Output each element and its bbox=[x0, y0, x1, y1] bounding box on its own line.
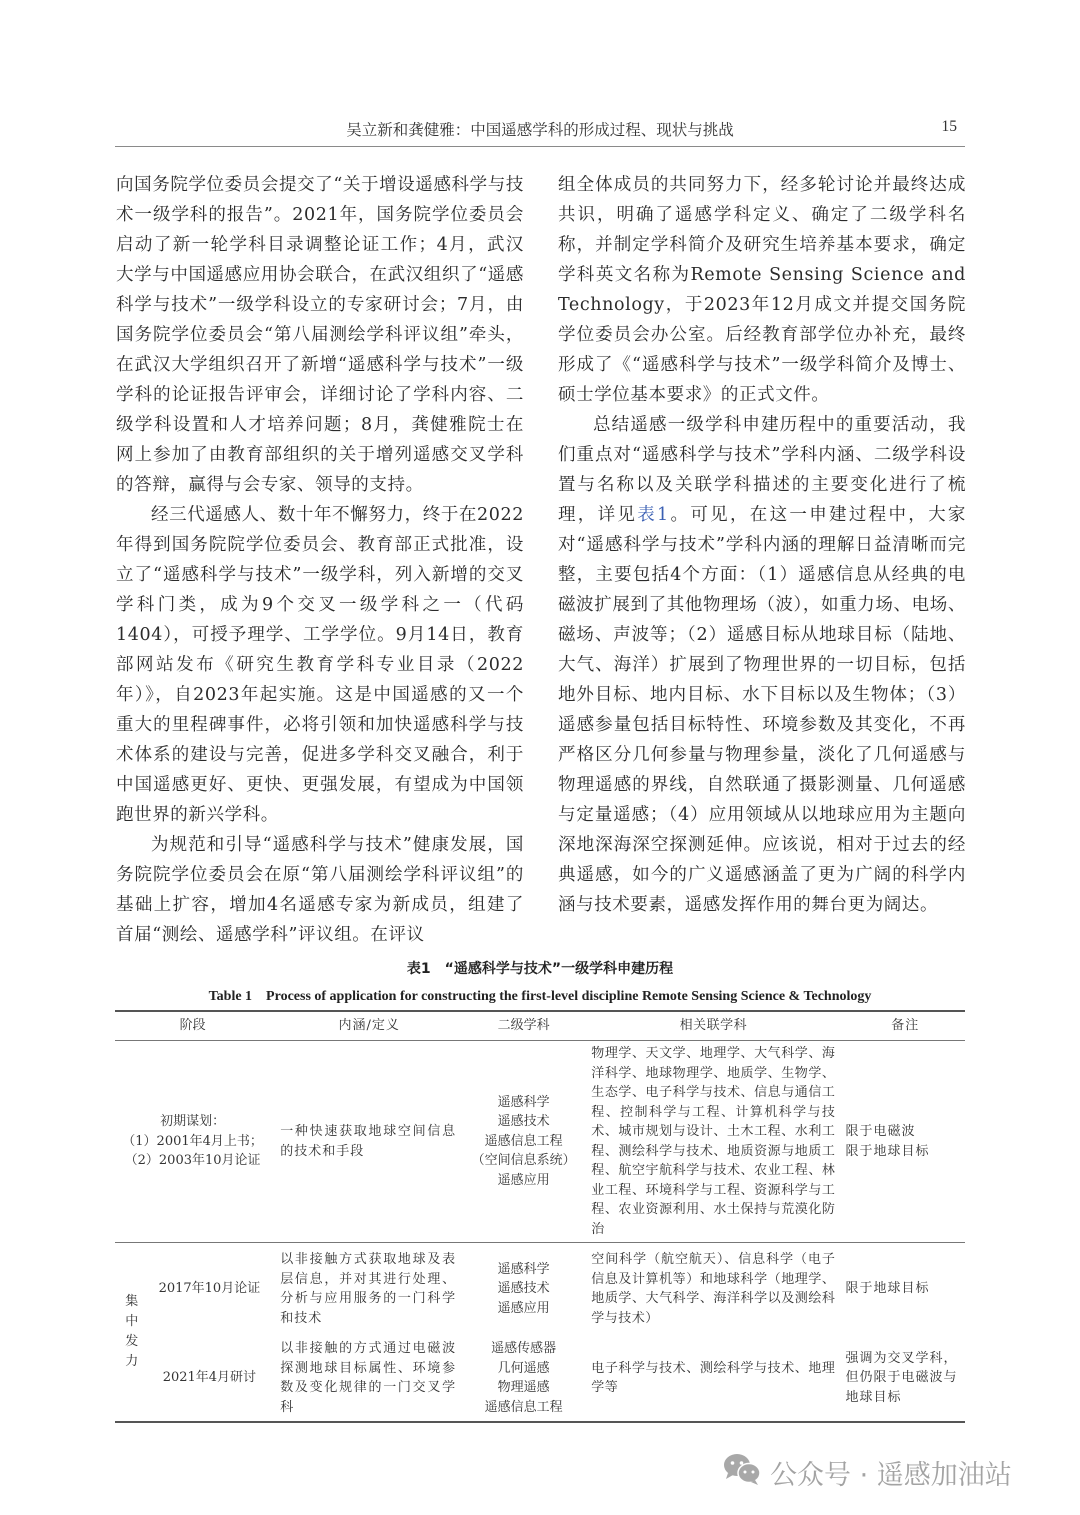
header-note: 备注 bbox=[837, 1011, 965, 1041]
definition-cell: 一种快速获取地球空间信息的技术和手段 bbox=[270, 1041, 458, 1243]
left-column bbox=[116, 170, 524, 950]
related-cell: 物理学、天文学、地理学、大气科学、海洋科学、地球物理学、地质学、生物学、生态学、电子科学与技术、信息与通信工程、控制科学与工程、计算机科学与技术、城市规划与设计、土木工程、水利工程、测绘科学与技术、地质资源与地质工程、航空宇航科学与技术、农业工程、林业工程、环境科学与工程、资源科学与工程、农业资源利用、水土保持与荒漠化防治 bbox=[589, 1041, 837, 1243]
paragraph: 组全体成员的共同努力下，经多轮讨论并最终达成共识，明确了遥感学科定义、确定了二级学科名称，并制定学科简介及研究生培养基本要求，确定学科英文名称为Remote Sensing Science and Technology，于2023年12月成文并提交国务院学位委员会办公室。后经教育部学位办补充，最终形成了《“遥感科学与技术”一级学科简介及博士、硕士学位基本要求》的正式文件。 bbox=[558, 175, 966, 405]
page-number: 15 bbox=[941, 118, 957, 135]
paragraph: 向国务院学位委员会提交了“关于增设遥感科学与技术一级学科的报告”。2021年，国务院学位委员会启动了新一轮学科目录调整论证工作；4月，武汉大学与中国遥感应用协会联合，在武汉组织了“遥感科学与技术”一级学科设立的专家研讨会；7月，由国务院学位委员会“第八届测绘学科评议组”牵头，在武汉大学组织召开了新增“遥感科学与技术”一级学科的论证报告评审会，详细讨论了学科内容、二级学科设置和人才培养问题；8月，龚健雅院士在网上参加了由教育部组织的关于增列遥感交叉学科的答辩，赢得与会专家、领导的支持。 bbox=[116, 175, 524, 495]
related-cell: 电子科学与技术、测绘科学与技术、地理学等 bbox=[591, 1360, 836, 1395]
note-cell: 强调为交叉学科，但仍限于电磁波与地球目标 bbox=[845, 1350, 958, 1405]
table-caption-cn: 表1 “遥感科学与技术”一级学科申建历程 bbox=[406, 961, 674, 977]
table-row bbox=[115, 1041, 965, 1243]
note-cell: 限于电磁波 限于地球目标 bbox=[837, 1041, 965, 1243]
group-label: 集中发力 bbox=[125, 1294, 139, 1369]
paragraph: 为规范和引导“遥感科学与技术”健康发展，国务院院学位委员会在原“第八届测绘学科评议组”的基础上扩容，增加4名遥感专家为新成员，组建了首届“测绘、遥感学科”评议组。在评议 bbox=[116, 835, 524, 945]
watermark-text: 公众号 · 遥感加油站 bbox=[770, 1459, 1012, 1491]
table-header-row bbox=[115, 1011, 965, 1041]
note-cell: 限于地球目标 bbox=[845, 1281, 930, 1297]
sub-disciplines-cell: 遥感科学 遥感技术 遥感信息工程 （空间信息系统） 遥感应用 bbox=[458, 1041, 589, 1243]
running-title: 吴立新和龚健雅：中国遥感学科的形成过程、现状与挑战 bbox=[346, 121, 734, 139]
stage-cell: 2017年10月论证 bbox=[158, 1281, 261, 1297]
wechat-icon bbox=[722, 1452, 762, 1493]
related-cell: 空间科学（航空航天）、信息科学（电子信息及计算机等）和地球科学（地理学、地质学、大气科学、海洋科学以及测绘科学与技术） bbox=[591, 1252, 836, 1326]
header-stage: 阶段 bbox=[115, 1011, 270, 1041]
sub-disciplines-cell: 遥感科学 遥感技术 遥感应用 bbox=[497, 1261, 550, 1316]
definition-cell: 以非接触方式获取地球及表层信息，并对其进行处理、分析与应用服务的一门科学和技术 bbox=[280, 1252, 457, 1326]
header-related: 相关联学科 bbox=[589, 1011, 837, 1041]
right-column bbox=[558, 170, 966, 920]
stage-cell: 2021年4月研讨 bbox=[162, 1370, 257, 1386]
table-row bbox=[115, 1243, 965, 1336]
watermark bbox=[722, 1452, 1012, 1492]
stage-cell: 初期谋划： （1）2001年4月上书； （2）2003年10月论证 bbox=[115, 1041, 270, 1243]
sub-disciplines-cell: 遥感传感器 几何遥感 物理遥感 遥感信息工程 bbox=[484, 1341, 563, 1415]
header-sub-disciplines: 二级学科 bbox=[458, 1011, 589, 1041]
discipline-history-table bbox=[115, 1010, 965, 1423]
paragraph: 经三代遥感人、数十年不懈努力，终于在2022年得到国务院院学位委员会、教育部正式批准，设立了“遥感科学与技术”一级学科，列入新增的交叉学科门类，成为9个交叉一级学科之一（代码1404），可授予理学、工学学位。9月14日，教育部网站发布《研究生教育学科专业目录（2022年）》，自2023年起实施。这是中国遥感的又一个重大的里程碑事件，必将引领和加快遥感科学与技术体系的建设与完善，促进多学科交叉融合，利于中国遥感更好、更快、更强发展，有望成为中国领跑世界的新兴学科。 bbox=[116, 505, 524, 825]
group-cell bbox=[115, 1243, 149, 1423]
paragraph: 总结遥感一级学科申建历程中的重要活动，我们重点对“遥感科学与技术”学科内涵、二级学科设置与名称以及关联学科描述的主要变化进行了梳理，详见表1。可见，在这一申建过程中，大家对“遥感科学与技术”学科内涵的理解日益清晰而完整，主要包括4个方面：（1）遥感信息从经典的电磁波扩展到了其他物理场（波），如重力场、电场、磁场、声波等；（2）遥感目标从地球目标（陆地、大气、海洋）扩展到了物理世界的一切目标，包括地外目标、地内目标、水下目标以及生物体；（3）遥感参量包括目标特性、环境参数及其变化，不再严格区分几何参量与物理参量，淡化了几何遥感与物理遥感的界线，自然联通了摄影测量、几何遥感与定量遥感；（4）应用领域从以地球应用为主题向深地深海深空探测延伸。应该说，相对于过去的经典遥感，如今的广义遥感涵盖了更为广阔的科学内涵与技术要素，遥感发挥作用的舞台更为阔达。 bbox=[558, 415, 966, 915]
table-row bbox=[115, 1335, 965, 1422]
running-header bbox=[115, 116, 965, 147]
table-caption-en: Table 1 Process of application for constructing the first-level discipline Remote Sensing Science & Technology bbox=[208, 989, 872, 1004]
table-1-link[interactable]: 表1 bbox=[637, 505, 669, 525]
definition-cell: 以非接触的方式通过电磁波探测地球目标属性、环境参数及变化规律的一门交叉学科 bbox=[280, 1341, 457, 1415]
header-definition: 内涵/定义 bbox=[270, 1011, 458, 1041]
